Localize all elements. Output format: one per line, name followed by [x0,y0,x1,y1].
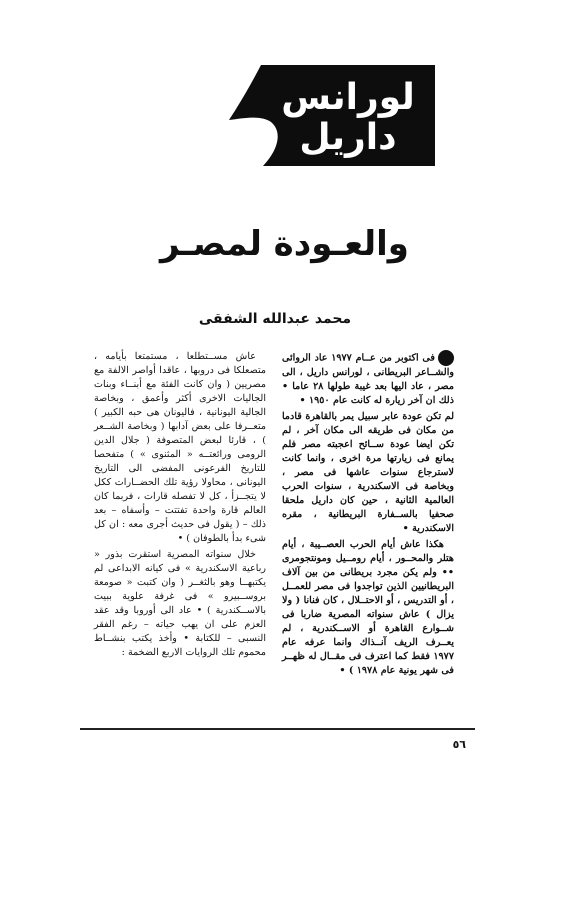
paragraph: خلال سنواته المصرية استقرت بذور « رباعية الاسكندرية » فى كيانه الابداعى لم يكتبهــا وهو بالثغــر ( وان كتبت « صومعة بروســبيرو » فى غرفة علوية ببيت بالاســكندرية ) • عاد الى أوروبا وقد عقد العزم على ان يهب حياته – رغم الفقر النسبى – للكتابة • وأخذ يكتب بنشــاط محموم تلك الروايات الاربع الضخمة : [94,549,266,658]
paragraph: لم تكن عودة عابر سبيل يمر بالقاهرة قادما من مكان فى طريقه الى مكان آخر ، لم تكن ايضا عودة ســائح اعجبته مصر فلم يمانع فى زيارتها مرة اخرى ، وانما كانت لاسترجاع سنوات عاشها فى مصر ، وبخاصة فى الاسكندرية ، سنوات الحرب العالمية الثانية ، حين كان داريل ملحقا صحفيا بالســفارة البريطانية ، مقره الاسكندرية • [282,411,454,534]
paragraph: فى اكتوبر من عــام ١٩٧٧ عاد الروائى والشــاعر البريطانى ، لورانس داريل ، الى مصر ، عاد اليها بعد غيبة طولها ٢٨ عاما • ذلك ان آخر زيارة له كانت عام ١٩٥٠ • [282,350,454,408]
author-last-name: داريل [299,117,397,158]
page-number: ٥٦ [452,738,466,751]
bullet-dot-icon [438,350,454,366]
article-byline: محمد عبدالله الشفقى [198,311,352,327]
paragraph: عاش مســتطلعا ، مستمتعا بأيامه ، متصعلكا فى دروبها ، عاقدا أواصر الالفة مع مصريين ( وان كانت الفئة مع أبنــاء وبنات الجاليات الاخرى أكثر وأعمق ، وبخاصة الجالية اليونانية ، فاليونان هى حبه الكبير ) متعــرفا على بعض آدابها ( وبخاصة الشــعر ) ، قارئا لبعض المتصوفة ( جلال الدين الرومى ورائعتــه « المثنوى » ) متفحصا للتاريخ الفرعونى المفضى الى التاريخ اليونانى ، محاولا رؤية تلك الحضــارات ككل لا يتجــزأ ، كل لا تفصله قارات ، فربما كان العالم قارة واحدة تفتتت – وأسفاه – بعد ذلك – ( يقول فى حديث أجرى معه : ان كل شىء بدأ بالطوفان ) • [94,351,266,544]
article-body [94,350,454,720]
right-column [282,350,454,680]
article-title: والعـودة لمصـر [160,224,409,264]
footer-divider [80,728,475,730]
paragraph: هكذا عاش أيام الحرب العصــيبة ، أيام هتلر والمحــور ، أيام رومــيل ومونتجومرى •• ولم يكن مجرد بريطانى من بين آلاف البريطانيين الذين تواجدوا فى مصر للعمــل ، أو التدريس ، أو الاحتــلال ، كان فنانا ( ولا يزال ) عاش سنواته المصرية ضاربا فى شــوارع القاهرة أو الاســكندرية ، لم يعــرف الريف آنــذاك وانما عرفه عام ١٩٧٧ فقط كما اعترف فى مقــال له ظهــر فى شهر يونية عام ١٩٧٨ ) • [282,539,454,676]
author-first-name: لورانس [281,77,415,118]
left-column [94,350,266,662]
